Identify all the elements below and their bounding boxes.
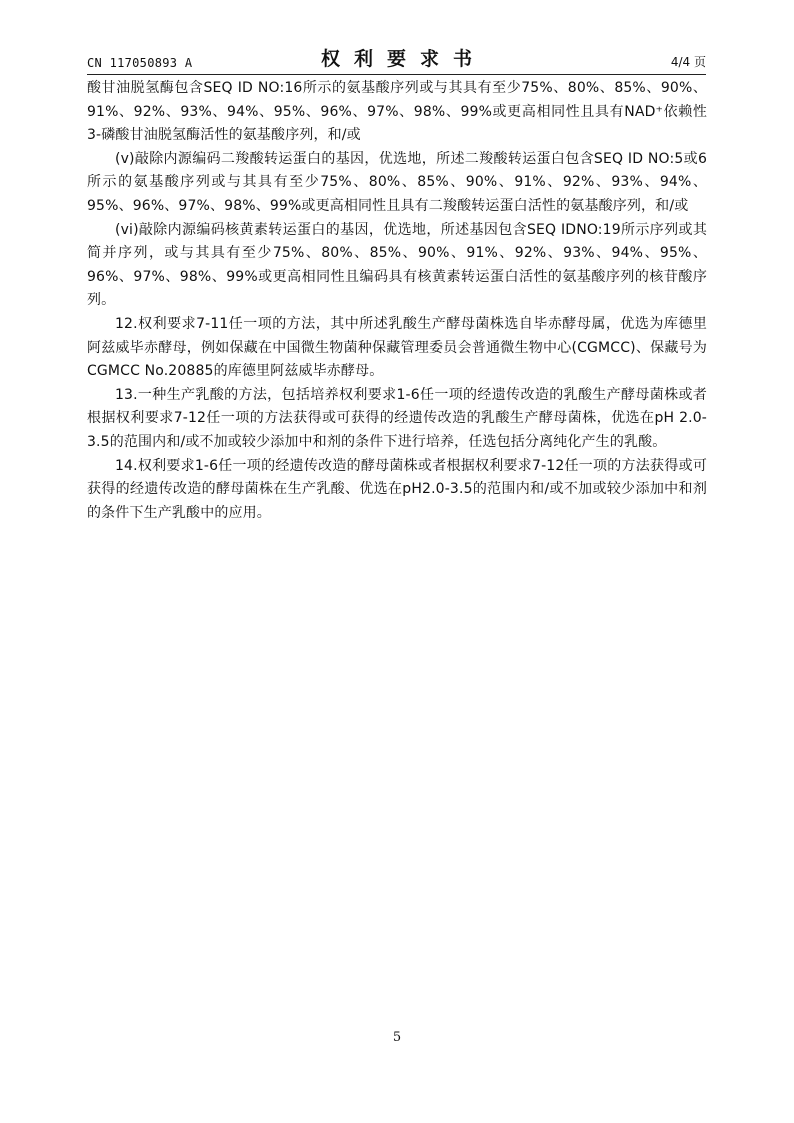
page-indicator: 4/4 页 <box>670 55 706 69</box>
claim-continuation: 酸甘油脱氢酶包含SEQ ID NO:16所示的氨基酸序列或与其具有至少75%、80%、85%、90%、91%、92%、93%、94%、95%、96%、97%、98%、99%或更高相同性且具有NAD⁺依赖性3-磷酸甘油脱氢酶活性的氨基酸序列，和/或 <box>87 80 707 144</box>
claim-12: 12.权利要求7-11任一项的方法，其中所述乳酸生产酵母菌株选自毕赤酵母属，优选为库德里阿兹威毕赤酵母，例如保藏在中国微生物菌种保藏管理委员会普通微生物中心(CGMCC)、保藏号为CGMCC No.20885的库德里阿兹威毕赤酵母。 <box>87 315 707 380</box>
claim-item-vi: (vi)敲除内源编码核黄素转运蛋白的基因，优选地，所述基因包含SEQ IDNO:19所示序列或其简并序列，或与其具有至少75%、80%、85%、90%、91%、92%、93%、94%、95%、96%、97%、98%、99%或更高相同性且编码具有核黄素转运蛋白活性的氨基酸序列的核苷酸序列。 <box>87 221 707 309</box>
claim-13: 13.一种生产乳酸的方法，包括培养权利要求1-6任一项的经遗传改造的乳酸生产酵母菌株或者根据权利要求7-12任一项的方法获得或可获得的经遗传改造的乳酸生产酵母菌株，优选在pH 2.0-3.5的范围内和/或不加或较少添加中和剂的条件下进行培养，任选包括分离纯化产生的乳酸。 <box>87 386 707 450</box>
header-divider <box>87 74 706 75</box>
page-number: 5 <box>392 1030 402 1045</box>
claim-14: 14.权利要求1-6任一项的经遗传改造的酵母菌株或者根据权利要求7-12任一项的方法获得或可获得的经遗传改造的酵母菌株在生产乳酸、优选在pH2.0-3.5的范围内和/或不加或较少添加中和剂的条件下生产乳酸中的应用。 <box>87 457 707 521</box>
claim-item-v: (v)敲除内源编码二羧酸转运蛋白的基因，优选地，所述二羧酸转运蛋白包含SEQ ID NO:5或6所示的氨基酸序列或与其具有至少75%、80%、85%、90%、91%、92%、93%、94%、95%、96%、97%、98%、99%或更高相同性且具有二羧酸转运蛋白活性的氨基酸序列，和/或 <box>87 150 707 214</box>
claims-body <box>87 77 707 525</box>
publication-number: CN 117050893 A <box>87 56 193 70</box>
page-header <box>87 44 706 74</box>
document-title: 权利要求书 <box>320 48 486 70</box>
